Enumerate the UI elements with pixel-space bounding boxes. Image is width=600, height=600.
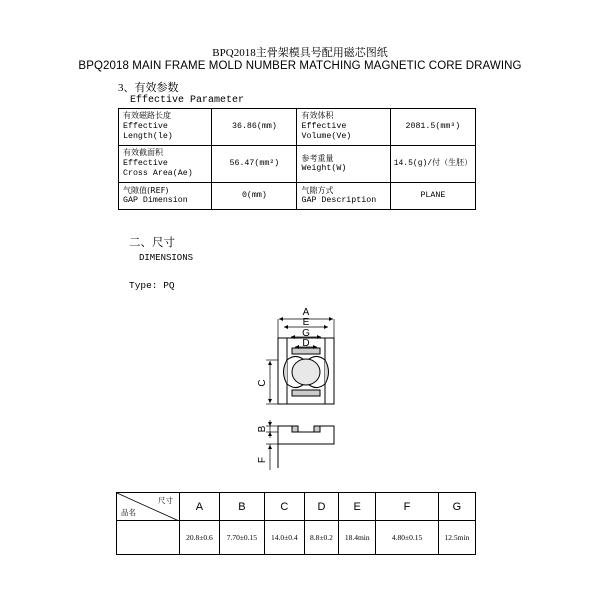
effective-parameter-table: [118, 108, 476, 210]
effective-parameter-title: Effective Parameter: [130, 95, 245, 106]
name-cell: [117, 521, 180, 555]
param-value: 36.86(mm): [212, 109, 297, 146]
dimension-value-row: [117, 521, 476, 555]
column-header: E: [339, 493, 376, 521]
title-english: BPQ2018 MAIN FRAME MOLD NUMBER MATCHING MAGNETIC CORE DRAWING: [78, 60, 522, 72]
header-size-label: 尺寸: [158, 496, 173, 505]
param-value: 14.5(g)/付（生胚）: [390, 146, 475, 183]
dimension-table: [116, 492, 476, 555]
column-header: G: [438, 493, 475, 521]
label-A: A: [302, 307, 310, 318]
column-header: A: [180, 493, 220, 521]
param-value: 2081.5(mm³): [390, 109, 475, 146]
label-B: B: [257, 425, 268, 433]
param-value: 56.47(mm²): [212, 146, 297, 183]
dimension-value: 18.4min: [339, 521, 376, 555]
dimension-value: 12.5min: [438, 521, 475, 555]
param-row: [119, 109, 476, 146]
param-label: 有效截面积 Effective Cross Area(Ae): [119, 146, 212, 183]
column-header: D: [304, 493, 338, 521]
dimension-value: 14.0±0.4: [264, 521, 304, 555]
param-label: 气隙值(REF) GAP Dimension: [119, 183, 212, 210]
dimension-value: 8.8±0.2: [304, 521, 338, 555]
param-value: PLANE: [390, 183, 475, 210]
label-D: D: [302, 338, 310, 349]
core-drawing: [240, 300, 370, 480]
column-header: C: [264, 493, 304, 521]
param-value: 0(mm): [212, 183, 297, 210]
dimension-value: 4.80±0.15: [376, 521, 438, 555]
diagonal-header-cell: [117, 493, 180, 521]
type-label: Type: PQ: [129, 280, 175, 291]
param-label: 有效磁路长度 Effective Length(le): [119, 109, 212, 146]
section3-heading: 3、有效参数: [118, 82, 179, 94]
dimension-value: 20.8±0.6: [180, 521, 220, 555]
dimensions-title: DIMENSIONS: [139, 253, 194, 263]
param-label: 参考重量 Weight(W): [297, 146, 390, 183]
param-row: [119, 146, 476, 183]
column-header: F: [376, 493, 438, 521]
core-side-view: [278, 426, 334, 468]
param-row: [119, 183, 476, 210]
section2-heading: 二、尺寸: [129, 237, 175, 249]
dimension-value: 7.70±0.15: [219, 521, 264, 555]
header-name-label: 品名: [121, 508, 136, 517]
label-C: C: [257, 379, 268, 387]
label-G: G: [302, 328, 310, 339]
dimension-header-row: [117, 493, 476, 521]
label-E: E: [302, 317, 310, 328]
column-header: B: [219, 493, 264, 521]
param-label: 有效体积 Effective Volume(Ve): [297, 109, 390, 146]
title-chinese: BPQ2018主骨架模具号配用磁芯图纸: [212, 47, 388, 59]
param-label: 气隙方式 GAP Description: [297, 183, 390, 210]
label-F: F: [257, 456, 268, 464]
